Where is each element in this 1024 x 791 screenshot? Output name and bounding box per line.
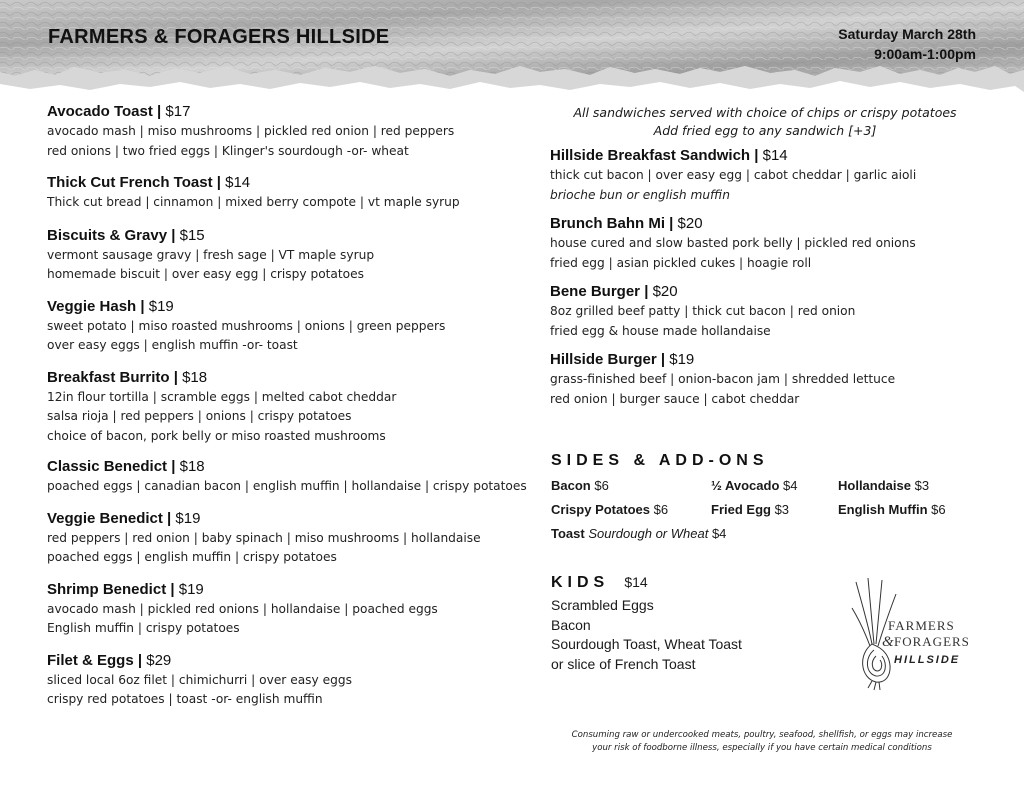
sandwich-note	[550, 104, 980, 140]
side-item-toast: Toast Sourdough or Wheat $4	[551, 526, 727, 541]
sandwich-note-line: Add fried egg to any sandwich [+3]	[653, 123, 877, 138]
kids-item: Scrambled Eggs	[551, 597, 654, 613]
item-description: fried egg & house made hollandaise	[550, 323, 771, 338]
menu-item	[47, 297, 527, 356]
header-banner	[0, 0, 1024, 95]
disclaimer-line: Consuming raw or undercooked meats, poultry, seafood, shellfish, or eggs may increase	[571, 730, 953, 740]
menu-item	[47, 173, 527, 213]
logo-text-farmers: FARMERS	[888, 618, 955, 633]
item-description: sliced local 6oz filet | chimichurri | over easy eggs	[47, 672, 352, 687]
right-menu-column	[550, 104, 980, 409]
menu-item	[47, 368, 527, 447]
logo-text-hillside: HILLSIDE	[894, 654, 961, 666]
item-title: Shrimp Benedict | $19	[47, 580, 204, 598]
item-description: salsa rioja | red peppers | onions | crispy potatoes	[47, 409, 352, 423]
menu-item	[550, 282, 980, 341]
item-title: Biscuits & Gravy | $15	[47, 226, 205, 244]
item-title: Veggie Hash | $19	[47, 297, 174, 315]
item-description: sweet potato | miso roasted mushrooms | onions | green peppers	[47, 318, 446, 333]
side-item: ½ Avocado $4	[711, 478, 798, 493]
item-description: thick cut bacon | over easy egg | cabot cheddar | garlic aioli	[550, 168, 917, 182]
item-description: homemade biscuit | over easy egg | crispy potatoes	[47, 267, 364, 281]
item-description: poached eggs | english muffin | crispy potatoes	[47, 550, 337, 564]
side-item: English Muffin $6	[838, 502, 946, 517]
side-item: Fried Egg $3	[711, 502, 790, 517]
item-description: red onions | two fried eggs | Klinger's sourdough -or- wheat	[47, 143, 409, 158]
item-description: fried egg | asian pickled cukes | hoagie roll	[550, 255, 812, 270]
item-title: Filet & Eggs | $29	[47, 651, 172, 669]
kids-header	[551, 572, 648, 592]
item-description: house cured and slow basted pork belly | pickled red onions	[550, 236, 916, 250]
menu-item	[47, 509, 527, 568]
kids-item: Sourdough Toast, Wheat Toast	[551, 636, 742, 652]
menu-date: Saturday March 28th	[838, 26, 976, 42]
item-description: over easy eggs | english muffin -or- toast	[47, 338, 298, 352]
restaurant-title: FARMERS & FORAGERS HILLSIDE	[48, 26, 390, 48]
logo-text-amp: &	[882, 634, 894, 650]
menu-item	[550, 350, 980, 409]
kids-list	[551, 596, 742, 674]
side-item: Bacon $6	[551, 478, 609, 493]
item-title: Thick Cut French Toast | $14	[47, 174, 251, 191]
item-description: crispy red potatoes | toast -or- english muffin	[47, 692, 323, 706]
food-safety-disclaimer	[552, 729, 972, 754]
item-description: poached eggs | canadian bacon | english muffin | hollandaise | crispy potatoes	[47, 479, 527, 493]
item-description: avocado mash | pickled red onions | hollandaise | poached eggs	[47, 601, 438, 616]
kids-item: Bacon	[551, 616, 591, 633]
kids-item: or slice of French Toast	[551, 655, 696, 672]
item-title: Avocado Toast | $17	[47, 103, 191, 120]
date-time	[838, 24, 976, 64]
menu-item	[550, 146, 980, 205]
item-title: Brunch Bahn Mi | $20	[550, 215, 703, 232]
item-description: 8oz grilled beef patty | thick cut bacon | red onion	[550, 304, 856, 318]
item-description: English muffin | crispy potatoes	[47, 621, 240, 635]
menu-item	[47, 102, 527, 161]
onion-logo-icon	[850, 574, 990, 692]
disclaimer-line: your risk of foodborne illness, especially if you have certain medical conditions	[592, 742, 932, 753]
menu-item	[47, 457, 527, 497]
menu-item	[47, 226, 527, 285]
left-menu-column	[47, 100, 527, 710]
item-description: Thick cut bread | cinnamon | mixed berry compote | vt maple syrup	[47, 195, 460, 209]
item-title: Hillside Burger | $19	[550, 351, 695, 368]
item-title: Veggie Benedict | $19	[47, 509, 201, 527]
menu-item	[47, 580, 527, 639]
side-item: Hollandaise $3	[838, 478, 930, 493]
kids-title: KIDS	[551, 574, 610, 591]
menu-hours: 9:00am-1:00pm	[874, 46, 976, 62]
sandwich-note-line: All sandwiches served with choice of chips or crispy potatoes	[573, 105, 957, 120]
menu-item	[47, 651, 527, 710]
item-description: 12in flour tortilla | scramble eggs | melted cabot cheddar	[47, 389, 397, 404]
item-description: avocado mash | miso mushrooms | pickled red onion | red peppers	[47, 124, 455, 138]
item-description: vermont sausage gravy | fresh sage | VT maple syrup	[47, 247, 375, 262]
item-description: brioche bun or english muffin	[550, 187, 730, 202]
item-title: Bene Burger | $20	[550, 283, 678, 300]
item-description: red onion | burger sauce | cabot cheddar	[550, 391, 800, 406]
item-title: Breakfast Burrito | $18	[47, 368, 208, 386]
menu-item	[550, 214, 980, 273]
brand-logo	[850, 574, 990, 692]
logo-text-foragers: FORAGERS	[894, 634, 970, 649]
item-description: choice of bacon, pork belly or miso roasted mushrooms	[47, 428, 386, 443]
side-item: Crispy Potatoes $6	[551, 502, 669, 517]
sides-title: SIDES & ADD-ONS	[551, 452, 769, 469]
kids-price: $14	[624, 574, 648, 590]
item-title: Classic Benedict | $18	[47, 458, 205, 475]
item-description: grass-finished beef | onion-bacon jam | shredded lettuce	[550, 372, 896, 386]
item-title: Hillside Breakfast Sandwich | $14	[550, 147, 788, 164]
item-description: red peppers | red onion | baby spinach | miso mushrooms | hollandaise	[47, 530, 481, 545]
